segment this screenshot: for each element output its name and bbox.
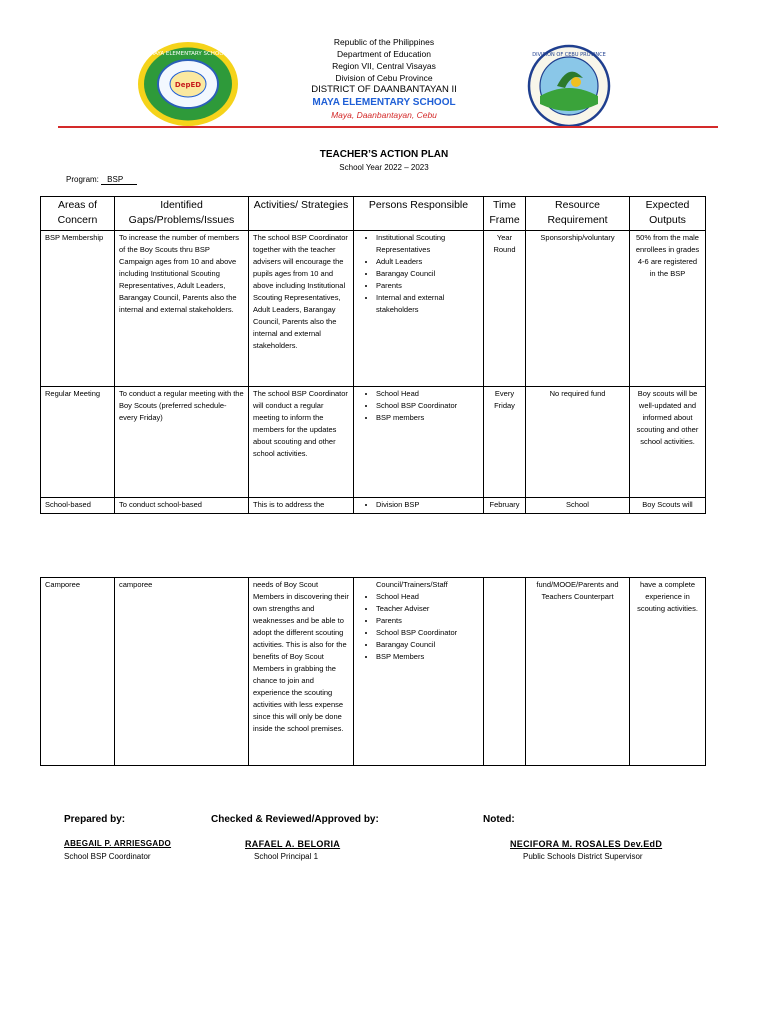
action-plan-table-continued <box>40 577 706 766</box>
republic-line: Republic of the Philippines <box>333 37 435 47</box>
header-divider <box>58 126 718 128</box>
activity-cell: needs of Boy Scout Members in discovering their own strengths and weaknesses and be able to adopt the different scouting activities. This is also for the benefits of Boy Scout Members in grabbing the chance to join and experience the scouting activities with less expense since this will only be done inside the school premises. <box>249 578 354 766</box>
gap-cell: To conduct a regular meeting with the Boy Scouts (preferred schedule-every Friday) <box>115 386 249 497</box>
person-item: • BSP Members <box>376 651 479 663</box>
table-row <box>41 386 706 497</box>
person-item: • Parents <box>376 280 479 292</box>
person-item: • School BSP Coordinator <box>376 400 479 412</box>
district-line: DISTRICT OF DAANBANTAYAN II <box>311 84 457 95</box>
gap-cell: To increase the number of members of the Boy Scouts thru BSP Campaign ages from 10 and above including Institutional Scouting Representatives, Adult Leaders, Barangay Council, Parents also the internal and external stakeholders. <box>115 231 249 386</box>
header-time-frame: Time Frame <box>484 197 526 231</box>
time-cell: Every Friday <box>484 386 526 497</box>
area-cell: Camporee <box>41 578 115 766</box>
header-activities: Activities/ Strategies <box>249 197 354 231</box>
activity-cell: The school BSP Coordinator together with the teacher advisers will encourage the pupils ages from 10 and above including Institutional Scouting Representatives, Adult Leaders, Barangay Council, Parents also the internal and external stakeholders. <box>249 231 354 386</box>
persons-lead: Council/Trainers/Staff <box>376 580 448 589</box>
header-expected-outputs: Expected Outputs <box>630 197 706 231</box>
left-seal-center: DepED <box>174 81 202 89</box>
region-line: Region VII, Central Visayas <box>332 61 436 71</box>
department-line: Department of Education <box>336 49 432 59</box>
checked-name: RAFAEL A. BELORIA <box>245 839 341 849</box>
gap-cell: camporee <box>115 578 249 766</box>
output-cell: have a complete experience in scouting activities. <box>630 578 706 766</box>
person-item: • School BSP Coordinator <box>376 627 479 639</box>
person-item: • Adult Leaders <box>376 256 479 268</box>
prepared-by-label: Prepared by: <box>64 814 126 825</box>
program-line <box>66 175 137 185</box>
persons-cell <box>354 386 484 497</box>
noted-label: Noted: <box>483 814 515 825</box>
persons-cell <box>354 578 484 766</box>
resource-cell: No required fund <box>526 386 630 497</box>
person-item: • School Head <box>376 388 479 400</box>
action-plan-table <box>40 196 706 514</box>
person-item: • Teacher Adviser <box>376 603 479 615</box>
output-cell: 50% from the male enrollees in grades 4-6 are registered in the BSP <box>630 231 706 386</box>
document-title: TEACHER’S ACTION PLAN <box>319 149 449 160</box>
checked-by-label: Checked & Reviewed/Approved by: <box>211 814 379 825</box>
gap-cell: To conduct school-based <box>115 497 249 513</box>
persons-cell <box>354 231 484 386</box>
header-identified-gaps: Identified Gaps/Problems/Issues <box>115 197 249 231</box>
person-item: • Parents <box>376 615 479 627</box>
time-cell: February <box>484 497 526 513</box>
noted-name: NECIFORA M. ROSALES Dev.EdD <box>510 839 663 849</box>
prepared-name: ABEGAIL P. ARRIESGADO <box>64 839 172 848</box>
time-cell <box>484 578 526 766</box>
output-cell: Boy Scouts will <box>630 497 706 513</box>
left-seal-text: MAYA ELEMENTARY SCHOOL <box>149 51 227 57</box>
person-item: • Institutional Scouting Representatives <box>376 232 479 256</box>
area-cell: BSP Membership <box>41 231 115 386</box>
header-areas-of-concern: Areas of Concern <box>41 197 115 231</box>
person-item: • Internal and external stakeholders <box>376 292 479 316</box>
activity-cell: This is to address the <box>249 497 354 513</box>
program-label: Program: <box>66 175 99 184</box>
program-value: BSP <box>101 175 137 185</box>
table-header-row <box>41 197 706 231</box>
person-item: • School Head <box>376 591 479 603</box>
header-persons-responsible: Persons Responsible <box>354 197 484 231</box>
school-year: School Year 2022 – 2023 <box>339 163 429 172</box>
time-cell: Year Round <box>484 231 526 386</box>
person-item: • Barangay Council <box>376 639 479 651</box>
person-item: • Division BSP <box>376 499 479 511</box>
resource-cell: School <box>526 497 630 513</box>
table-row <box>41 231 706 386</box>
checked-role: School Principal 1 <box>254 852 319 861</box>
division-line: Division of Cebu Province <box>335 73 433 83</box>
table-row <box>41 578 706 766</box>
area-cell: Regular Meeting <box>41 386 115 497</box>
school-address: Maya, Daanbantayan, Cebu <box>331 110 437 120</box>
output-cell: Boy scouts will be well-updated and informed about scouting and other school activities. <box>630 386 706 497</box>
person-item: • BSP members <box>376 412 479 424</box>
persons-cell <box>354 497 484 513</box>
person-item: • Barangay Council <box>376 268 479 280</box>
right-seal-text: DIVISION OF CEBU PROVINCE <box>532 52 606 58</box>
noted-role: Public Schools District Supervisor <box>523 852 643 861</box>
header-resource-requirement: Resource Requirement <box>526 197 630 231</box>
table-row <box>41 497 706 513</box>
activity-cell: The school BSP Coordinator will conduct a regular meeting to inform the members for the updates about scouting and other school activities. <box>249 386 354 497</box>
school-name: MAYA ELEMENTARY SCHOOL <box>312 97 456 108</box>
resource-cell: Sponsorship/voluntary <box>526 231 630 386</box>
resource-cell: fund/MOOE/Parents and Teachers Counterpart <box>526 578 630 766</box>
area-cell: School-based <box>41 497 115 513</box>
letterhead <box>0 36 768 121</box>
prepared-role: School BSP Coordinator <box>64 852 151 861</box>
